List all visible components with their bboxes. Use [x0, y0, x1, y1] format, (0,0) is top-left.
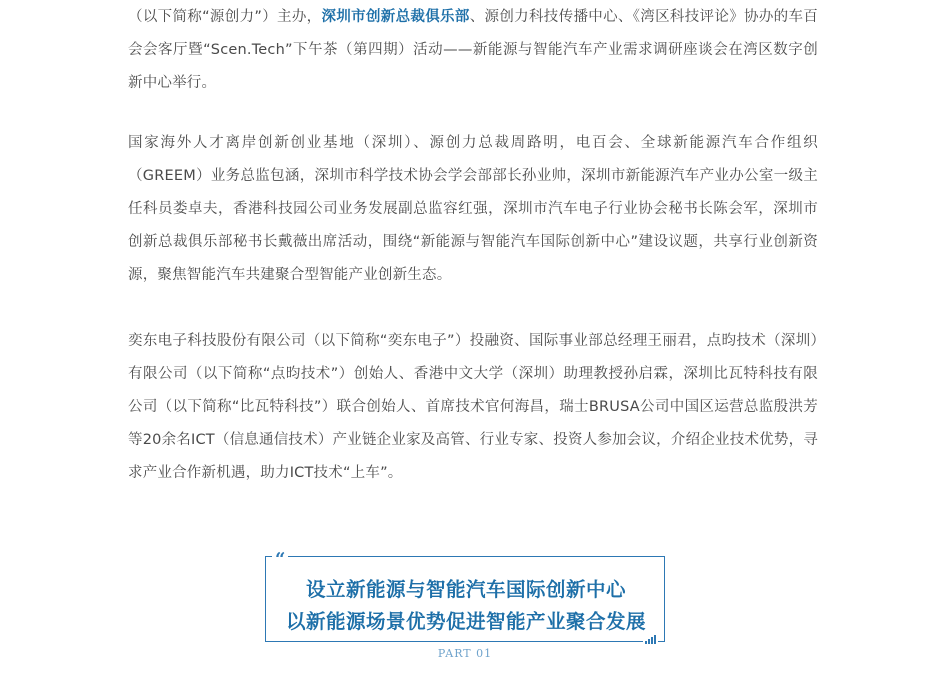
- part-label: PART 01: [437, 647, 493, 660]
- highlight-club-name: 深圳市创新总裁俱乐部: [321, 9, 470, 25]
- paragraph-organizers: [128, 1, 818, 100]
- section-title-line-1: 设立新能源与智能汽车国际创新中心: [305, 578, 626, 601]
- paragraph-text: （以下简称“源创力”）主办，: [128, 9, 322, 25]
- section-title-frame: [265, 549, 665, 642]
- paragraph-companies: 奕东电子科技股份有限公司（以下简称“奕东电子”）投融资、国际事业部总经理王丽君，点昀技术（深圳）有限公司（以下简称“点昀技术”）创始人、香港中文大学（深圳）助理教授孙启霖，深圳比瓦特科技有限公司（以下简称“比瓦特科技”）联合创始人、首席技术官何海昌，瑞士BRUSA公司中国区运营总监殷洪芳等20余名ICT（信息通信技术）产业链企业家及高管、行业专家、投资人参加会议，介绍企业技术优势，寻求产业合作新机遇，助力ICT技术“上车”。: [128, 333, 818, 481]
- section-header: [265, 549, 667, 660]
- paragraph-text: 、源创力科技传播中心、《湾区科技评论》协办的车百会会客厅暨“Scen.Tech”下午茶（第四期）活动——新能源与智能汽车产业需求调研座谈会在湾区数字创新中心举行。: [128, 9, 818, 91]
- paragraph-attendees: 国家海外人才离岸创新创业基地（深圳）、源创力总裁周路明，电百会、全球新能源汽车合作组织（GREEM）业务总监包涵，深圳市科学技术协会学会部部长孙业帅，深圳市新能源汽车产业办公室一级主任科员娄卓夫，香港科技园公司业务发展副总监容红强，深圳市汽车电子行业协会秘书长陈会军，深圳市创新总裁俱乐部秘书长戴薇出席活动，围绕“新能源与智能汽车国际创新中心”建设议题，共享行业创新资源，聚焦智能汽车共建聚合型智能产业创新生态。: [128, 135, 818, 283]
- quote-mark-icon: “: [272, 551, 288, 569]
- signal-bars-icon: [643, 634, 658, 644]
- section-title-line-2: 以新能源场景优势促进智能产业聚合发展: [285, 610, 646, 633]
